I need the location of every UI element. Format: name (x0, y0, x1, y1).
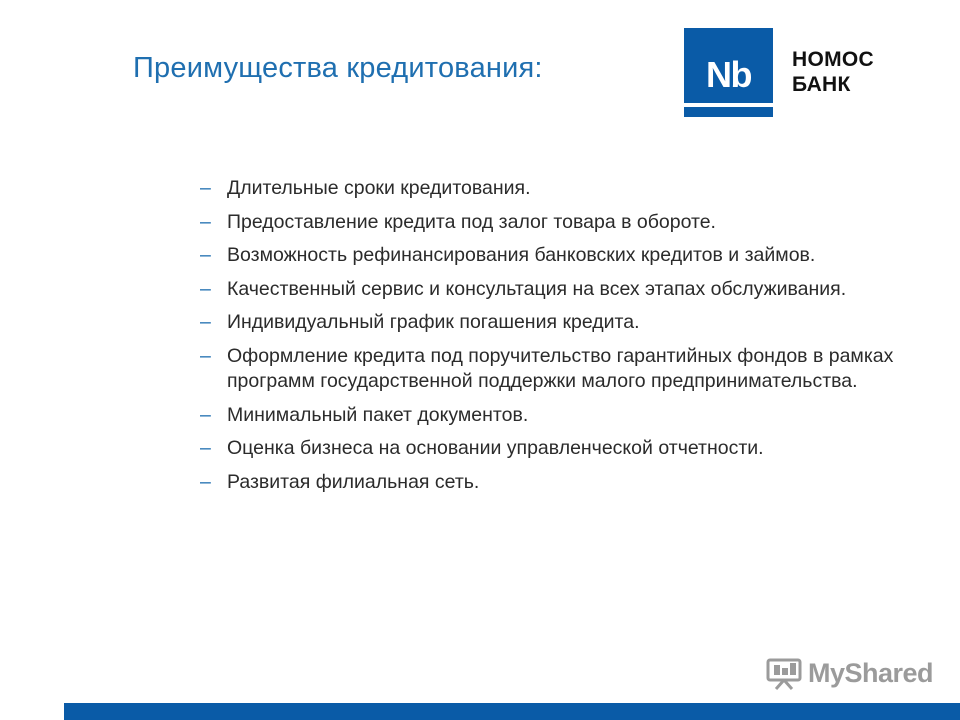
bottom-accent-bar (64, 703, 960, 720)
nomos-bank-logo-icon (684, 28, 773, 117)
list-item (200, 176, 900, 202)
bullet-dash: – (200, 177, 211, 199)
logo-name-line1: НОМОС (792, 48, 874, 71)
list-item (200, 403, 900, 429)
list-item (200, 436, 900, 462)
bullet-dash: – (200, 311, 211, 333)
list-item (200, 470, 900, 496)
list-item (200, 210, 900, 236)
bullet-dash: – (200, 210, 211, 233)
bullet-dash: – (200, 437, 211, 459)
logo-band (684, 103, 773, 107)
list-item-text: Минимальный пакет документов. (227, 403, 529, 426)
slide-title: Преимущества кредитования: (133, 52, 543, 84)
list-item-text: Индивидуальный график погашения кредита. (227, 311, 640, 333)
list-item (200, 277, 900, 303)
list-item-text: Качественный сервис и консультация на всех этапах обслуживания. (227, 277, 847, 300)
list-item (200, 310, 900, 336)
bullet-dash: – (200, 403, 211, 426)
bullet-dash: – (200, 244, 211, 266)
list-item (200, 243, 900, 269)
presentation-icon (766, 656, 802, 690)
myshared-watermark[interactable] (766, 656, 933, 690)
list-item-text: Оценка бизнеса на основании управленческой отчетности. (227, 437, 764, 459)
logo-name-line2: БАНК (792, 73, 851, 96)
list-item-text: Развитая филиальная сеть. (227, 470, 480, 493)
bullet-dash: – (200, 470, 211, 493)
list-item-text: Оформление кредита под поручительство гарантийных фондов в рамках программ государственной поддержки малого предпринимательства. (227, 344, 894, 392)
bullet-dash: – (200, 344, 211, 367)
bullet-dash: – (200, 277, 211, 300)
list-item (200, 344, 900, 395)
list-item-text: Длительные сроки кредитования. (227, 177, 531, 199)
logo-mark: Nb (706, 54, 751, 95)
watermark-text: MyShared (808, 657, 934, 688)
list-item-text: Возможность рефинансирования банковских кредитов и займов. (227, 244, 816, 266)
advantages-list (200, 176, 900, 503)
logo-bank-name (792, 47, 874, 97)
list-item-text: Предоставление кредита под залог товара в обороте. (227, 210, 716, 233)
